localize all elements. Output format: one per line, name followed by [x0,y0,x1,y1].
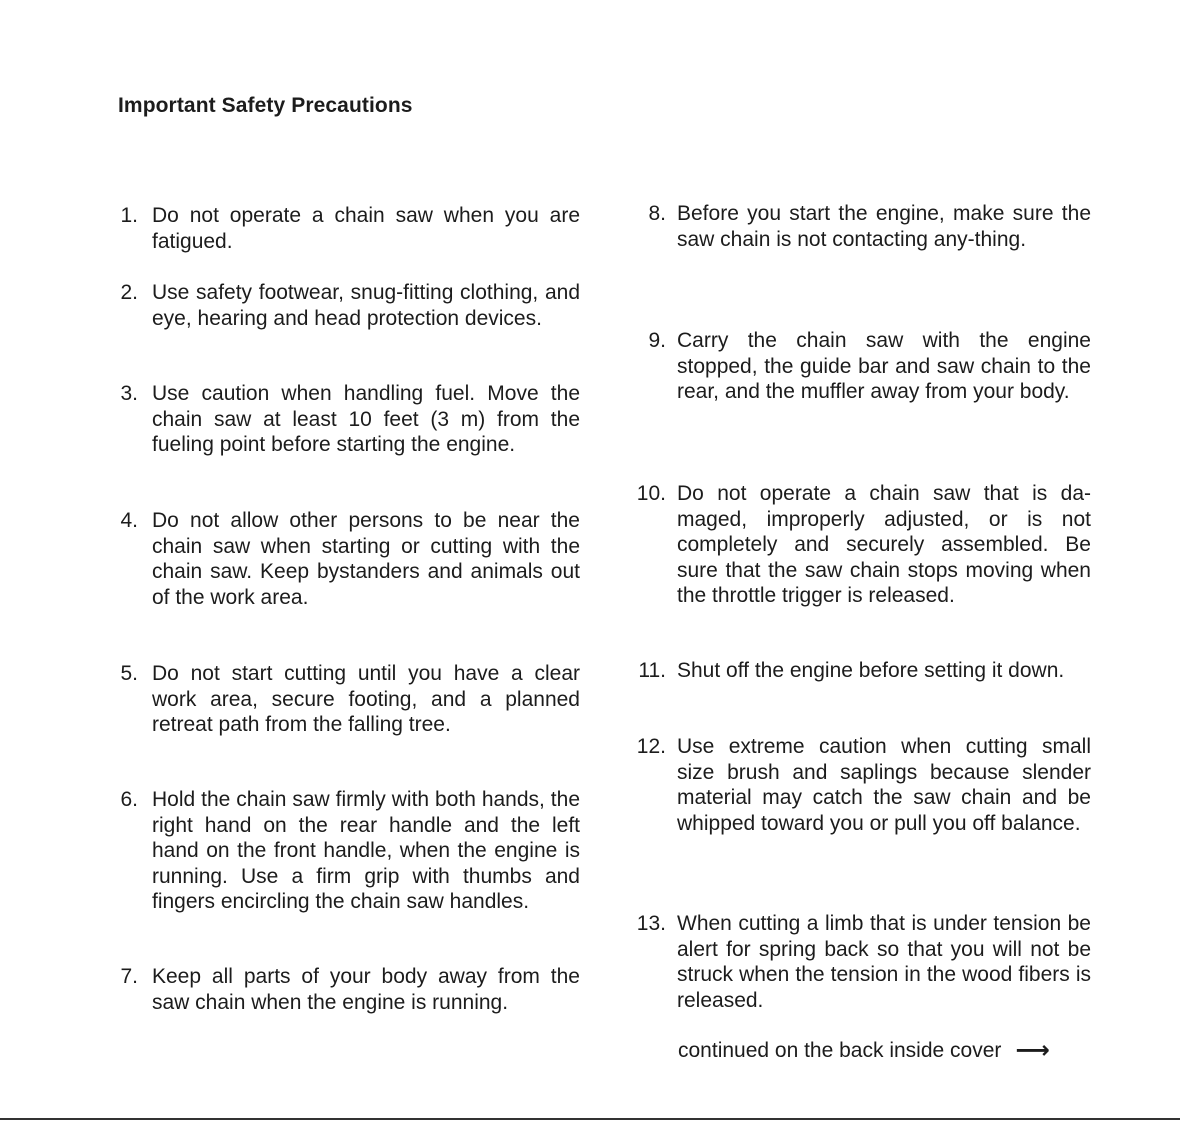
continued-text: continued on the back inside cover [678,1039,1002,1062]
item-text: Do not operate a chain saw that is da-maged, improperly adjusted, or is not completely and securely assembled. Be sure that the saw chain stops moving when the throttle trigger is released. [677,482,1091,608]
continued-note [678,1038,1050,1063]
item-number: 9. [648,329,666,352]
item-number: 5. [120,662,138,685]
item-number: 4. [120,509,138,532]
item-number: 3. [120,382,138,405]
item-text: Do not allow other persons to be near the chain saw when starting or cutting with the chain saw. Keep bystanders and animals out of the work area. [152,509,580,609]
item-text: Hold the chain saw firmly with both hands, the right hand on the rear handle and the left hand on the front handle, when the engine is running. Use a firm grip with thumbs and fingers encircling the chain saw handles. [152,788,580,914]
item-text: Shut off the engine before setting it down. [677,659,1065,682]
arrow-right-icon: ⟶ [1015,1037,1050,1064]
item-text: Do not operate a chain saw when you are fatigued. [152,204,580,253]
item-number: 2. [120,281,138,304]
item-text: Keep all parts of your body away from the saw chain when the engine is running. [152,965,580,1014]
item-text: When cutting a limb that is under tension be alert for spring back so that you will not be struck when the tension in the wood fibers is released. [677,912,1091,1012]
item-number: 11. [638,659,666,682]
item-number: 1. [120,204,138,227]
item-text: Use safety footwear, snug-fitting clothing, and eye, hearing and head protection devices. [152,281,580,330]
item-text: Use extreme caution when cutting small size brush and saplings because slender material may catch the saw chain and be whipped toward you or pull you off balance. [677,735,1091,835]
item-number: 8. [648,202,666,225]
item-number: 7. [120,965,138,988]
item-text: Carry the chain saw with the engine stopped, the guide bar and saw chain to the rear, and the muffler away from your body. [677,329,1091,404]
page-bottom-rule [0,1118,1180,1120]
item-number: 12. [636,735,666,758]
item-text: Do not start cutting until you have a clear work area, secure footing, and a planned retreat path from the falling tree. [152,662,580,737]
item-number: 10. [636,482,666,505]
item-text: Before you start the engine, make sure the saw chain is not contacting any-thing. [677,202,1091,251]
page-title: Important Safety Precautions [118,94,413,117]
item-number: 6. [120,788,138,811]
item-text: Use caution when handling fuel. Move the chain saw at least 10 feet (3 m) from the fueling point before starting the engine. [152,382,580,457]
item-number: 13. [636,912,666,935]
